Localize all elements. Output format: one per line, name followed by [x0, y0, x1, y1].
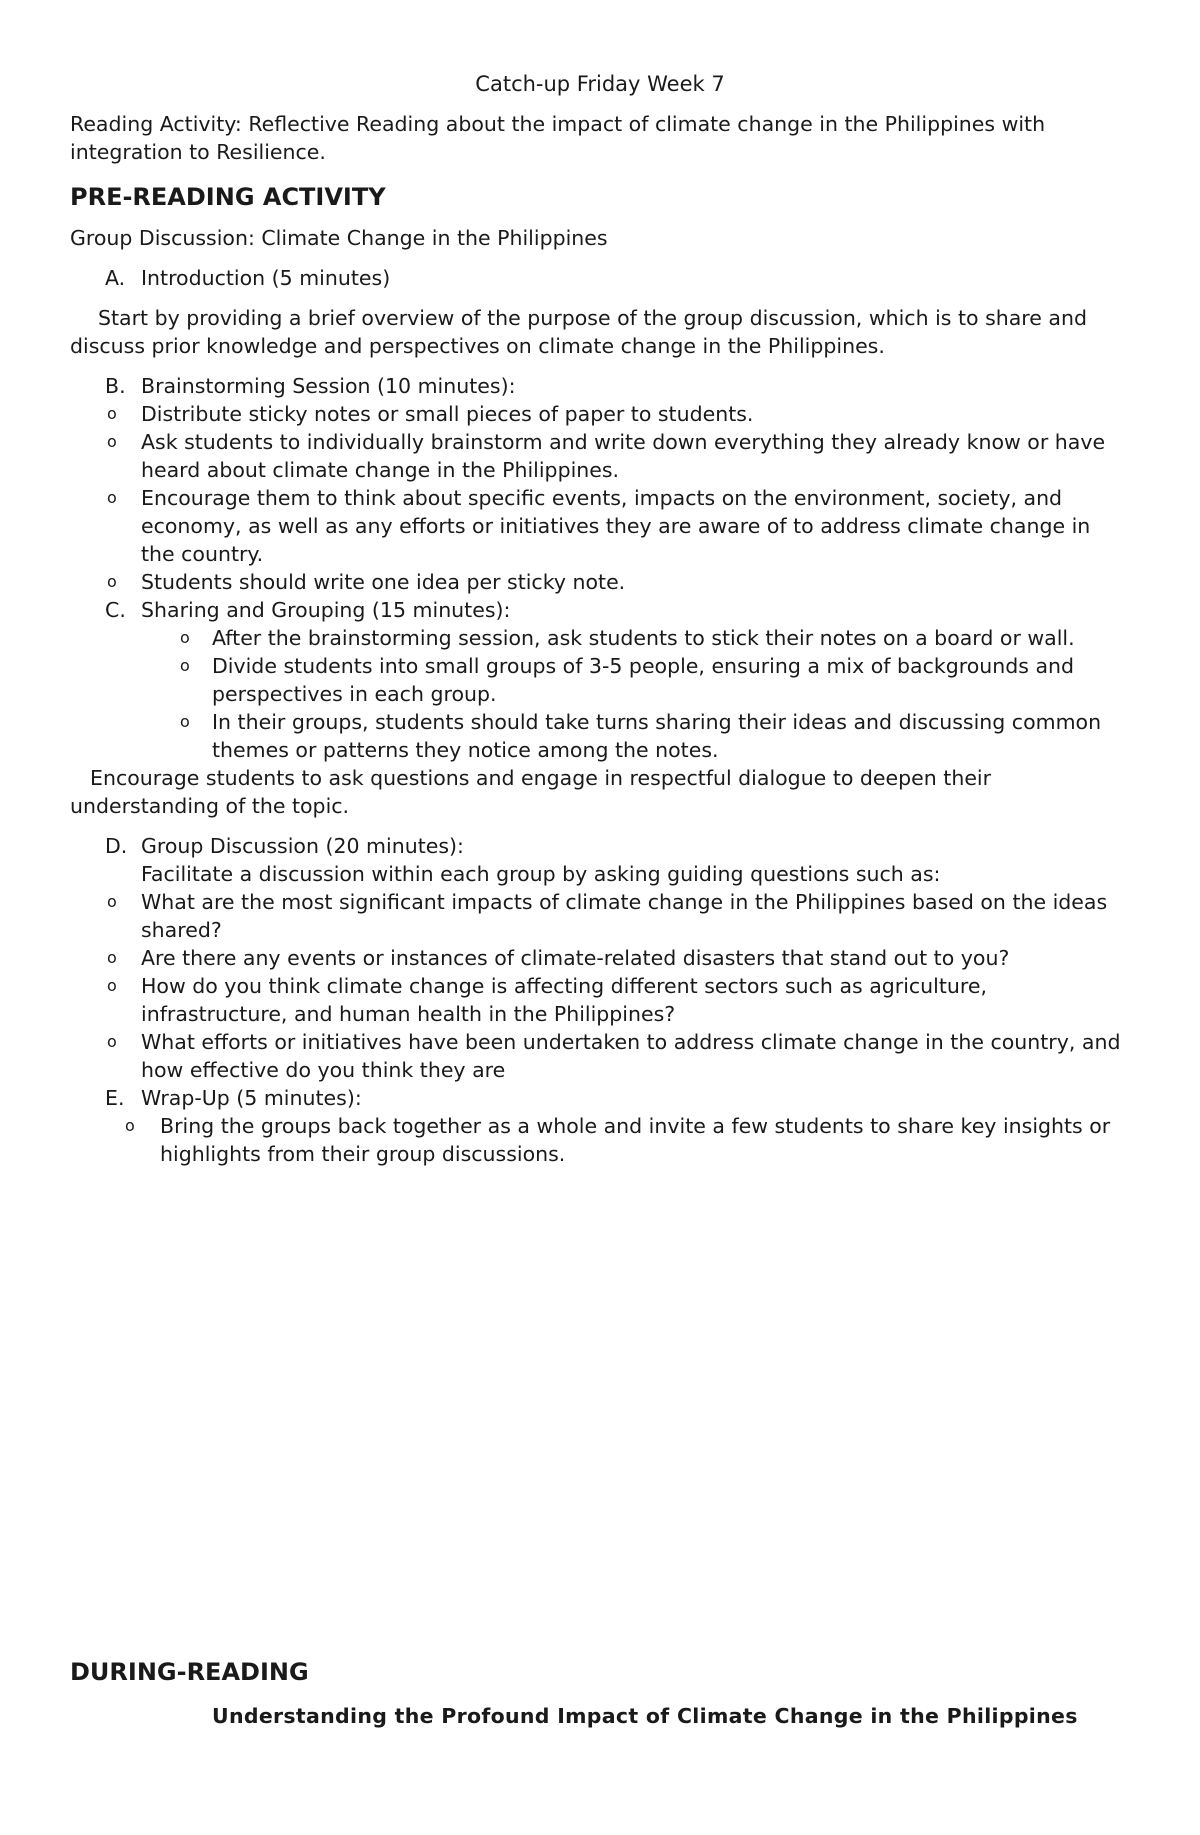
bullet-circle-icon: o: [180, 628, 190, 647]
list-item: [70, 888, 1130, 944]
page-title: Catch-up Friday Week 7: [475, 72, 725, 96]
list-item: [70, 484, 1130, 568]
section-e-letter: E.: [105, 1086, 125, 1110]
list-item-text: Distribute sticky notes or small pieces of paper to students.: [141, 402, 754, 426]
list-item: [70, 708, 1130, 764]
section-c-after-text: Encourage students to ask questions and engage in respectful dialogue to deepen their understanding of the topic.: [70, 766, 992, 818]
section-c-label: Sharing and Grouping (15 minutes):: [141, 598, 511, 622]
list-item: [70, 568, 1130, 596]
list-item-text: Encourage them to think about specific events, impacts on the environment, society, and economy, as well as any efforts or initiatives they are aware of to address climate change in the country.: [141, 486, 1091, 566]
bullet-circle-icon: o: [107, 1032, 117, 1051]
section-b-list: [70, 400, 1130, 596]
list-item: [70, 652, 1130, 708]
bullet-circle-icon: o: [107, 948, 117, 967]
section-a-label: Introduction (5 minutes): [141, 266, 391, 290]
list-item-text: Students should write one idea per sticky note.: [141, 570, 626, 594]
section-e-label: Wrap-Up (5 minutes):: [141, 1086, 362, 1110]
bullet-circle-icon: o: [107, 404, 117, 423]
reading-activity-text: Reading Activity: Reflective Reading about the impact of climate change in the Philippines with integration to Resilience.: [70, 112, 1046, 164]
section-b-label: Brainstorming Session (10 minutes):: [141, 374, 516, 398]
document-page: [70, 70, 1130, 1168]
list-item-text: How do you think climate change is affecting different sectors such as agriculture, infrastructure, and human health in the Philippines?: [141, 974, 987, 1026]
section-d-label: Group Discussion (20 minutes):: [141, 834, 464, 858]
section-a-letter: A.: [105, 266, 126, 290]
section-a-heading: [70, 264, 1130, 292]
list-item: [70, 624, 1130, 652]
section-e-heading: [70, 1084, 1130, 1112]
section-c-heading: [70, 596, 1130, 624]
bullet-circle-icon: o: [107, 572, 117, 591]
bullet-circle-icon: o: [107, 488, 117, 507]
section-d-intro: Facilitate a discussion within each group by asking guiding questions such as:: [141, 862, 941, 886]
list-item: [70, 944, 1130, 972]
list-item: [70, 400, 1130, 428]
section-e-list: [70, 1112, 1130, 1168]
list-item: [70, 1112, 1130, 1168]
during-reading-subtitle: Understanding the Profound Impact of Climate Change in the Philippines: [212, 1704, 1078, 1728]
list-item: [70, 1028, 1130, 1084]
section-d-heading: [70, 832, 1130, 860]
pre-reading-heading: PRE-READING ACTIVITY: [70, 183, 386, 211]
bullet-circle-icon: o: [180, 656, 190, 675]
section-b-heading: [70, 372, 1130, 400]
section-b-letter: B.: [105, 374, 126, 398]
list-item: [70, 972, 1130, 1028]
during-reading-heading: DURING-READING: [70, 1658, 309, 1686]
bullet-circle-icon: o: [107, 976, 117, 995]
list-item-text: In their groups, students should take turns sharing their ideas and discussing common themes or patterns they notice among the notes.: [212, 710, 1102, 762]
list-item-text: What are the most significant impacts of climate change in the Philippines based on the ideas shared?: [141, 890, 1108, 942]
section-c-letter: C.: [105, 598, 126, 622]
list-item-text: Are there any events or instances of climate-related disasters that stand out to you?: [141, 946, 1010, 970]
list-item-text: Bring the groups back together as a whole and invite a few students to share key insights or highlights from their group discussions.: [160, 1114, 1111, 1166]
bullet-circle-icon: o: [107, 432, 117, 451]
group-discussion-subheading: Group Discussion: Climate Change in the Philippines: [70, 226, 608, 250]
section-a-text: Start by providing a brief overview of the purpose of the group discussion, which is to share and discuss prior knowledge and perspectives on climate change in the Philippines.: [70, 306, 1087, 358]
section-c-list: [70, 624, 1130, 764]
list-item: [70, 428, 1130, 484]
bullet-circle-icon: o: [107, 892, 117, 911]
bullet-circle-icon: o: [125, 1116, 135, 1135]
list-item-text: After the brainstorming session, ask students to stick their notes on a board or wall.: [212, 626, 1075, 650]
list-item-text: Ask students to individually brainstorm and write down everything they already know or have heard about climate change in the Philippines.: [141, 430, 1106, 482]
section-d-list: [70, 888, 1130, 1084]
list-item-text: What efforts or initiatives have been undertaken to address climate change in the country, and how effective do you think they are: [141, 1030, 1121, 1082]
bullet-circle-icon: o: [180, 712, 190, 731]
section-d-letter: D.: [105, 834, 128, 858]
list-item-text: Divide students into small groups of 3-5 people, ensuring a mix of backgrounds and perspectives in each group.: [212, 654, 1075, 706]
